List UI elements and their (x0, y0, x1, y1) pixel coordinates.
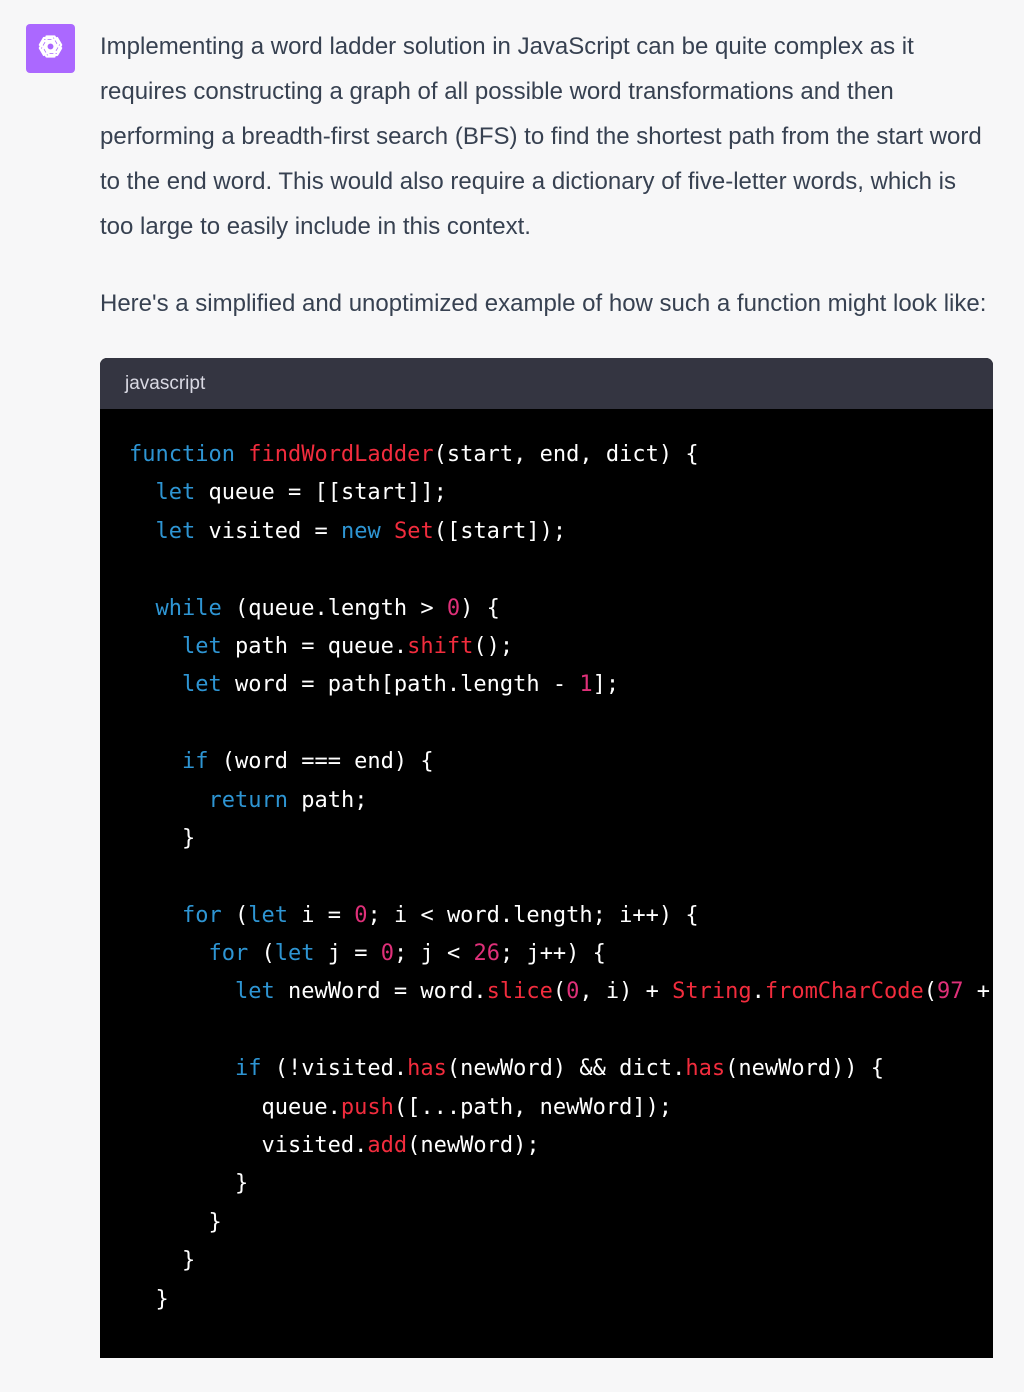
code-token: 0 (380, 941, 394, 967)
code-token: let (181, 633, 222, 659)
code-token: has (407, 1056, 447, 1082)
assistant-avatar (26, 24, 75, 73)
code-token: 0 (566, 979, 580, 1005)
code-token: i = (287, 902, 355, 928)
code-token (129, 979, 235, 1004)
code-token: let (248, 902, 288, 928)
code-token (129, 480, 156, 505)
code-token: (queue.length > (221, 595, 447, 621)
code-token: let (155, 480, 196, 506)
code-block-header (100, 358, 993, 409)
code-line (129, 1089, 993, 1127)
code-token: queue. (129, 1094, 341, 1120)
code-token: visited. (129, 1133, 368, 1159)
code-token: return (208, 787, 288, 813)
code-line (129, 858, 993, 896)
code-token: 0 (354, 902, 368, 928)
code-language-label: javascript (125, 372, 206, 394)
code-token: let (274, 941, 315, 967)
code-block (100, 358, 993, 1358)
code-token (129, 749, 182, 774)
message-paragraph: Here's a simplified and unoptimized example of how such a function might look like: (100, 290, 987, 317)
code-token: String (672, 979, 752, 1005)
code-token: newWord = word. (274, 979, 487, 1005)
code-token: 97 (937, 979, 964, 1005)
code-line (129, 436, 993, 474)
code-line (129, 897, 993, 935)
code-token: word = path[path.length - (221, 672, 580, 698)
code-token: } (129, 825, 196, 851)
code-token: . (751, 979, 765, 1005)
code-token: new (340, 518, 381, 544)
code-token: } (129, 1248, 196, 1274)
code-line (129, 1127, 993, 1165)
code-token: add (367, 1133, 408, 1159)
openai-logo-icon (34, 30, 67, 68)
code-content[interactable] (100, 409, 993, 1357)
code-token: ) { (460, 595, 500, 621)
code-token (129, 634, 182, 659)
code-token: } (129, 1286, 169, 1312)
code-token: for (208, 941, 249, 967)
code-line (129, 935, 993, 973)
code-line (129, 782, 993, 820)
code-token: shift (407, 633, 474, 659)
code-token: j = (314, 941, 381, 967)
code-token: + (963, 979, 991, 1005)
code-token (129, 903, 182, 928)
code-token: findWordLadder (248, 442, 434, 467)
code-token: ]; (592, 672, 620, 698)
code-line (129, 474, 993, 512)
code-token (381, 519, 394, 544)
code-token: ( (552, 979, 567, 1005)
code-token: ( (248, 941, 275, 967)
code-token: Set (393, 518, 434, 544)
code-line (129, 1165, 993, 1203)
code-token: (newWord); (407, 1133, 540, 1159)
code-line (129, 1204, 993, 1242)
code-token: ([start]); (433, 518, 567, 544)
code-token: if (234, 1056, 262, 1082)
code-token: 26 (473, 941, 500, 967)
code-token (129, 519, 156, 544)
code-line (129, 1012, 993, 1050)
message-paragraph: Implementing a word ladder solution in JavaScript can be quite complex as it requires constructing a graph of all possible word transformations and then performing a breadth-first search (BFS) to find the shortest path from the start word to the end word. This would also require a dictionary of five-letter words, which is too large to easily include in this context. (100, 33, 982, 240)
code-line (129, 705, 993, 743)
code-line (129, 1242, 993, 1280)
code-line (129, 1050, 993, 1088)
code-token: ( (221, 902, 249, 928)
code-token: ( (923, 979, 938, 1005)
code-token: 0 (446, 595, 461, 621)
code-token: (start, end, dict) { (433, 442, 699, 467)
code-token: (newWord) && dict. (446, 1056, 686, 1082)
code-token: (); (473, 633, 514, 659)
code-token: , i) + (579, 979, 673, 1005)
code-token: let (155, 518, 196, 544)
code-token: ; i < word.length; i++) { (367, 902, 699, 928)
code-token: visited = (195, 518, 341, 544)
code-token: ([...path, newWord]); (393, 1094, 673, 1120)
code-line (129, 551, 993, 589)
code-line (129, 973, 993, 1011)
code-token: if (181, 749, 209, 775)
code-token: ; j++) { (499, 941, 606, 967)
code-token: } (129, 1171, 249, 1197)
code-token: path; (287, 787, 368, 813)
code-token: (newWord)) { (725, 1056, 885, 1082)
code-line (129, 743, 993, 781)
code-token: has (685, 1056, 726, 1082)
code-token: (!visited. (261, 1056, 408, 1082)
code-token: } (129, 1209, 222, 1235)
code-token: slice (486, 979, 553, 1005)
code-line (129, 590, 993, 628)
code-token: for (181, 902, 222, 928)
assistant-message (100, 24, 993, 1358)
code-line (129, 1281, 993, 1319)
code-token: ; j < (393, 941, 474, 967)
code-token: path = queue. (221, 633, 408, 659)
code-line (129, 513, 993, 551)
code-token (129, 1056, 235, 1081)
code-token (129, 672, 182, 697)
code-line (129, 1319, 993, 1357)
code-line (129, 820, 993, 858)
code-token: function (129, 442, 235, 467)
code-line (129, 666, 993, 704)
code-token (235, 442, 248, 467)
code-token: let (181, 672, 222, 698)
code-token (129, 596, 156, 621)
code-token: push (340, 1094, 394, 1120)
code-token: queue = [[start]]; (195, 480, 447, 506)
code-token: let (234, 979, 275, 1005)
code-token (129, 788, 208, 813)
code-token: (word === end) { (208, 749, 434, 775)
code-token (129, 941, 208, 966)
code-token: while (155, 595, 222, 621)
code-line (129, 628, 993, 666)
code-token: 1 (579, 672, 593, 698)
code-token: fromCharCode (764, 979, 924, 1005)
